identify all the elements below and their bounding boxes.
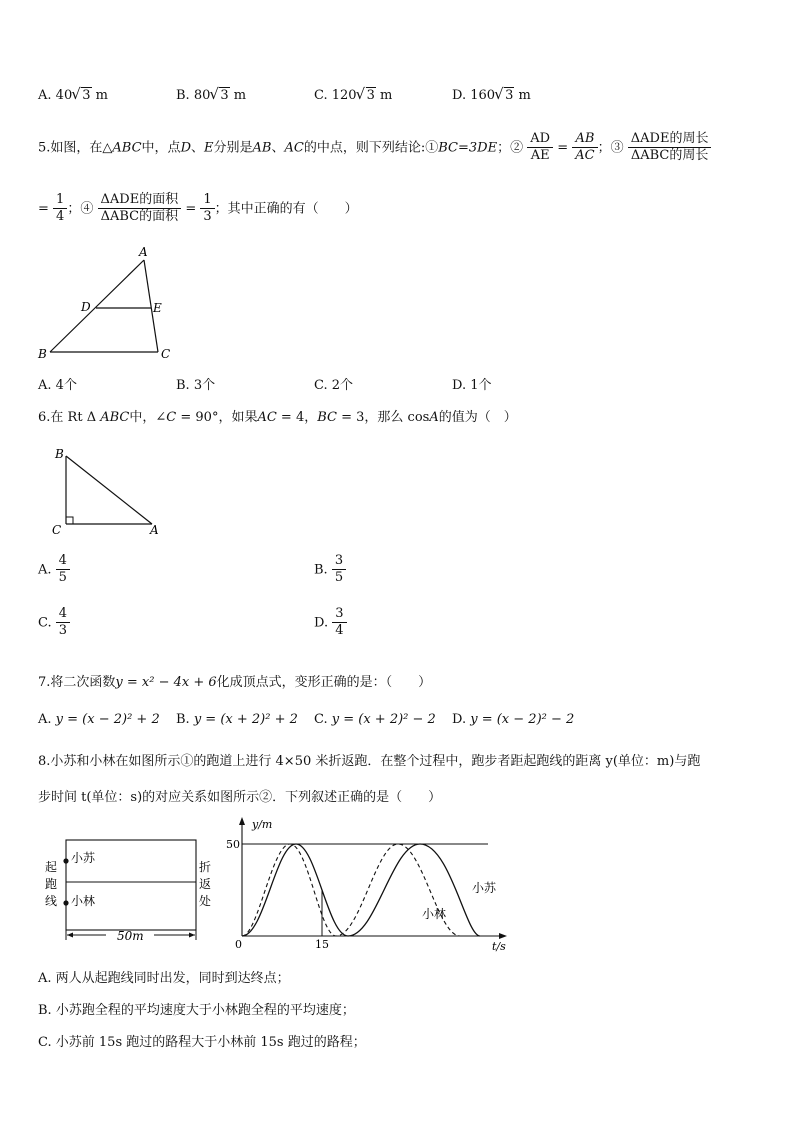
q7-option-c[interactable]: C. y = (x + 2)² − 2 xyxy=(314,712,436,727)
q8-distance-time-graph xyxy=(224,814,514,954)
fraction-perimeter: $\frac{\text{ΔADE的周长}}{\text{ΔABC的周长}}$ xyxy=(628,131,712,165)
runner-su-label: 小苏 xyxy=(71,851,96,865)
fraction: $\frac{4}{5}$ xyxy=(56,553,70,587)
vertex-a: A xyxy=(139,245,148,259)
sqrt-symbol: √ 3 xyxy=(357,88,376,103)
q5-option-c[interactable]: C. 2个 xyxy=(314,378,354,393)
track-length-label: 50m xyxy=(117,929,144,943)
circled-one: ① xyxy=(425,140,439,156)
sqrt-symbol: √ 3 xyxy=(72,88,91,103)
q7-stem: 7.将二次函数y = x² − 4x + 6化成顶点式，变形正确的是：（ ） xyxy=(38,675,432,690)
label-lin: 小林 xyxy=(422,907,447,921)
turn-char-1: 折 xyxy=(199,860,212,874)
q6-option-b[interactable]: B. $\frac{3}{5}$ xyxy=(314,553,346,587)
q6-option-c[interactable]: C. $\frac{4}{3}$ xyxy=(38,606,70,640)
fraction-one-third: $\frac{1}{3}$ xyxy=(200,192,214,226)
fraction: $\frac{3}{5}$ xyxy=(332,553,346,587)
q6-option-d[interactable]: D. $\frac{3}{4}$ xyxy=(314,606,347,640)
fraction-ad-ae: $\frac{AD}{AE}$ xyxy=(527,131,553,165)
vertex-c: C xyxy=(52,523,62,537)
q5-triangle-figure xyxy=(34,244,184,364)
q6-stem: 6.在 Rt Δ ABC中，∠C = 90°，如果AC = 4，BC = 3，那么 cosA的值为（ ） xyxy=(38,410,517,425)
q4-option-c[interactable]: C. 120√ 3 m xyxy=(314,88,392,103)
q8-option-a[interactable]: A. 两人从起跑线同时出发，同时到达终点； xyxy=(38,971,290,986)
start-char-1: 起 xyxy=(45,860,58,874)
q5-stem-line1: 5.如图，在△ABC中，点D、E分别是AB、AC的中点，则下列结论:①BC=3DE；② $\frac{AD}{AE}$ = $\frac{AB}{AC}$ ；③ $\frac{\text{ΔADE的周长}}{\text{ΔABC的周长}}$ xyxy=(38,131,711,165)
q8-track-figure xyxy=(40,836,220,948)
right-angle-mark xyxy=(66,517,73,524)
sqrt-symbol: √ 3 xyxy=(495,88,514,103)
label-su: 小苏 xyxy=(472,881,497,895)
q6-option-a[interactable]: A. $\frac{4}{5}$ xyxy=(38,553,70,587)
q4-option-a[interactable]: A. 40√ 3 m xyxy=(38,88,108,103)
origin-label: 0 xyxy=(235,938,242,951)
circled-three: ③ xyxy=(610,140,624,156)
q4-option-b[interactable]: B. 80√ 3 m xyxy=(176,88,246,103)
q5-option-d[interactable]: D. 1个 xyxy=(452,378,492,393)
vertex-b: B xyxy=(38,347,47,361)
circled-four: ④ xyxy=(80,201,94,217)
fraction: $\frac{4}{3}$ xyxy=(56,606,70,640)
q7-option-a[interactable]: A. y = (x − 2)² + 2 xyxy=(38,712,160,727)
q5-option-a[interactable]: A. 4个 xyxy=(38,378,77,393)
runner-lin-label: 小林 xyxy=(71,894,96,908)
vertex-c: C xyxy=(161,347,171,361)
q7-option-b[interactable]: B. y = (x + 2)² + 2 xyxy=(176,712,298,727)
x-tick-15: 15 xyxy=(315,938,329,951)
fraction-area: $\frac{\text{ΔADE的面积}}{\text{ΔABC的面积}}$ xyxy=(98,192,182,226)
side-ab xyxy=(66,456,152,524)
vertex-a: A xyxy=(150,523,159,537)
start-char-2: 跑 xyxy=(45,877,58,891)
q4-option-d[interactable]: D. 160√ 3 m xyxy=(452,88,531,103)
q7-option-d[interactable]: D. y = (x − 2)² − 2 xyxy=(452,712,575,727)
x-axis-arrow xyxy=(499,933,507,939)
circled-two: ② xyxy=(510,140,524,156)
q5-option-b[interactable]: B. 3个 xyxy=(176,378,216,393)
q8-stem-line1: 8.小苏和小林在如图所示①的跑道上进行 4×50 米折返跑．在整个过程中，跑步者距起跑线的距离 y(单位：m)与跑 xyxy=(38,754,701,769)
curve-lin xyxy=(242,844,460,936)
point-e: E xyxy=(153,301,162,315)
vertex-b: B xyxy=(55,447,64,461)
runner-su-dot xyxy=(63,858,68,863)
y-axis-label: y/m xyxy=(252,818,273,831)
dim-arrow-right xyxy=(189,933,195,938)
runner-lin-dot xyxy=(63,900,68,905)
q8-option-b[interactable]: B. 小苏跑全程的平均速度大于小林跑全程的平均速度； xyxy=(38,1003,355,1018)
sqrt-symbol: √ 3 xyxy=(210,88,229,103)
point-d: D xyxy=(81,300,91,314)
q8-option-c[interactable]: C. 小苏前 15s 跑过的路程大于小林前 15s 跑过的路程； xyxy=(38,1035,366,1050)
turn-char-2: 返 xyxy=(199,877,212,891)
x-axis-label: t/s xyxy=(492,940,506,953)
q6-right-triangle-figure xyxy=(46,444,176,540)
side-ab xyxy=(50,260,144,352)
q5-stem-line2: = $\frac{1}{4}$ ；④ $\frac{\text{ΔADE的面积}}{\text{ΔABC的面积}}$ = $\frac{1}{3}$ ；其中正确的有（ ） xyxy=(38,192,358,225)
start-char-3: 线 xyxy=(45,894,58,908)
q8-stem-line2: 步时间 t(单位：s)的对应关系如图所示②．下列叙述正确的是（ ） xyxy=(38,790,442,805)
y-axis-arrow xyxy=(239,817,245,825)
dim-arrow-left xyxy=(67,933,73,938)
fraction-one-quarter: $\frac{1}{4}$ xyxy=(53,192,67,226)
turn-char-3: 处 xyxy=(199,894,212,908)
y-tick-50: 50 xyxy=(226,838,240,851)
fraction-ab-ac: $\frac{AB}{AC}$ xyxy=(572,131,597,165)
fraction: $\frac{3}{4}$ xyxy=(332,606,346,640)
